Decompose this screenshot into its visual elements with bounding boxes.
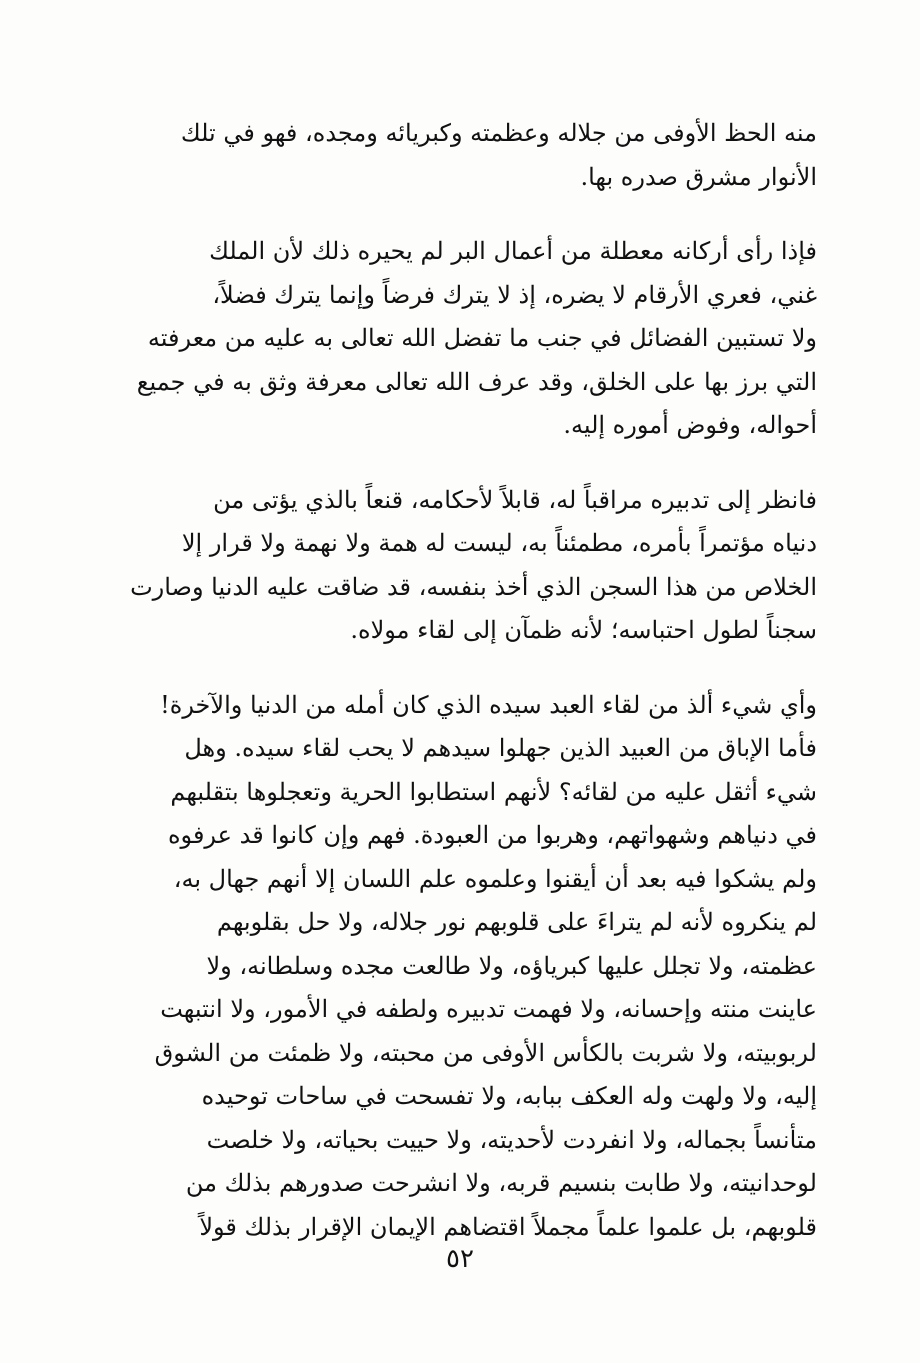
paragraph-2 (82, 230, 817, 448)
paragraph-1 (82, 112, 817, 199)
text-line: في دنياهم وشهواتهم، وهربوا من العبودة. فهم وإن كانوا قد عرفوه (167, 821, 817, 849)
text-line: لربوبيته، ولا شربت بالكأس الأوفى من محبته، ولا ظمئت من الشوق (154, 1038, 817, 1067)
text-line: متأنساً بجماله، ولا انفردت لأحديته، ولا حييت بحياته، ولا خلصت (206, 1125, 817, 1154)
text-line: منه الحظ الأوفى من جلاله وعظمته وكبريائه ومجده، فهو في تلك (180, 119, 817, 147)
text-line: ولا تستبين الفضائل في جنب ما تفضل الله تعالى به عليه من معرفته (147, 324, 817, 352)
text-line: الخلاص من هذا السجن الذي أخذ بنفسه، قد ضاقت عليه الدنيا وصارت (130, 572, 817, 601)
text-line: قلوبهم، بل علموا علماً مجملاً اقتضاهم الإيمان الإقرار بذلك قولاً (199, 1212, 817, 1241)
text-line: شيء أثقل عليه من لقائه؟ لأنهم استطابوا الحرية وتعجلوها بتقلبهم (170, 777, 817, 806)
text-line: عاينت منته وإحسانه، ولا فهمت تدبيره ولطفه في الأمور، ولا انتبهت (160, 995, 817, 1023)
paragraph-4 (82, 684, 817, 1250)
text-line: لم ينكروه لأنه لم يتراءَ على قلوبهم نور جلاله، ولا حل بقلوبهم (216, 908, 817, 936)
text-line: أحواله، وفوض أموره إليه. (563, 411, 817, 439)
text-line: فأما الإباق من العبيد الذين جهلوا سيدهم لا يحب لقاء سيده. وهل (184, 734, 817, 762)
text-line: وأي شيء ألذ من لقاء العبد سيده الذي كان أمله من الدنيا والآخرة! (160, 690, 817, 719)
text-line: سجناً لطول احتباسه؛ لأنه ظمآن إلى لقاء مولاه. (350, 616, 817, 644)
text-line: فانظر إلى تدبيره مراقباً له، قابلاً لأحكامه، قنعاً بالذي يؤتى من (213, 485, 817, 514)
text-line: إليه، ولا ولهت وله العكف ببابه، ولا تفسحت في ساحات توحيده (201, 1082, 817, 1110)
text-line: الأنوار مشرق صدره بها. (580, 162, 817, 191)
paragraph-3 (82, 479, 817, 653)
text-line: دنياه مؤتمراً بأمره، مطمئناً به، ليست له همة ولا نهمة ولا قرار إلا (181, 529, 817, 557)
text-line: ولم يشكوا فيه بعد أن أيقنوا وعلموه علم اللسان إلا أنهم جهال به، (173, 864, 817, 893)
body-text (82, 112, 817, 1280)
text-line: التي برز بها على الخلق، وقد عرف الله تعالى معرفة وثق به في جميع (136, 367, 817, 396)
text-line: لوحدانيته، ولا طابت بنسيم قربه، ولا انشرحت صدورهم بذلك من (185, 1169, 817, 1197)
text-line: عظمته، ولا تجلل عليها كبرياؤه، ولا طالعت مجده وسلطانه، ولا (206, 951, 817, 980)
page-number: ٥٢ (446, 1244, 474, 1274)
text-line: فإذا رأى أركانه معطلة من أعمال البر لم يحيره ذلك لأن الملك (209, 237, 817, 265)
text-line: غني، فعري الأرقام لا يضره، إذ لا يترك فرضاً وإنما يترك فضلاً، (212, 280, 817, 309)
